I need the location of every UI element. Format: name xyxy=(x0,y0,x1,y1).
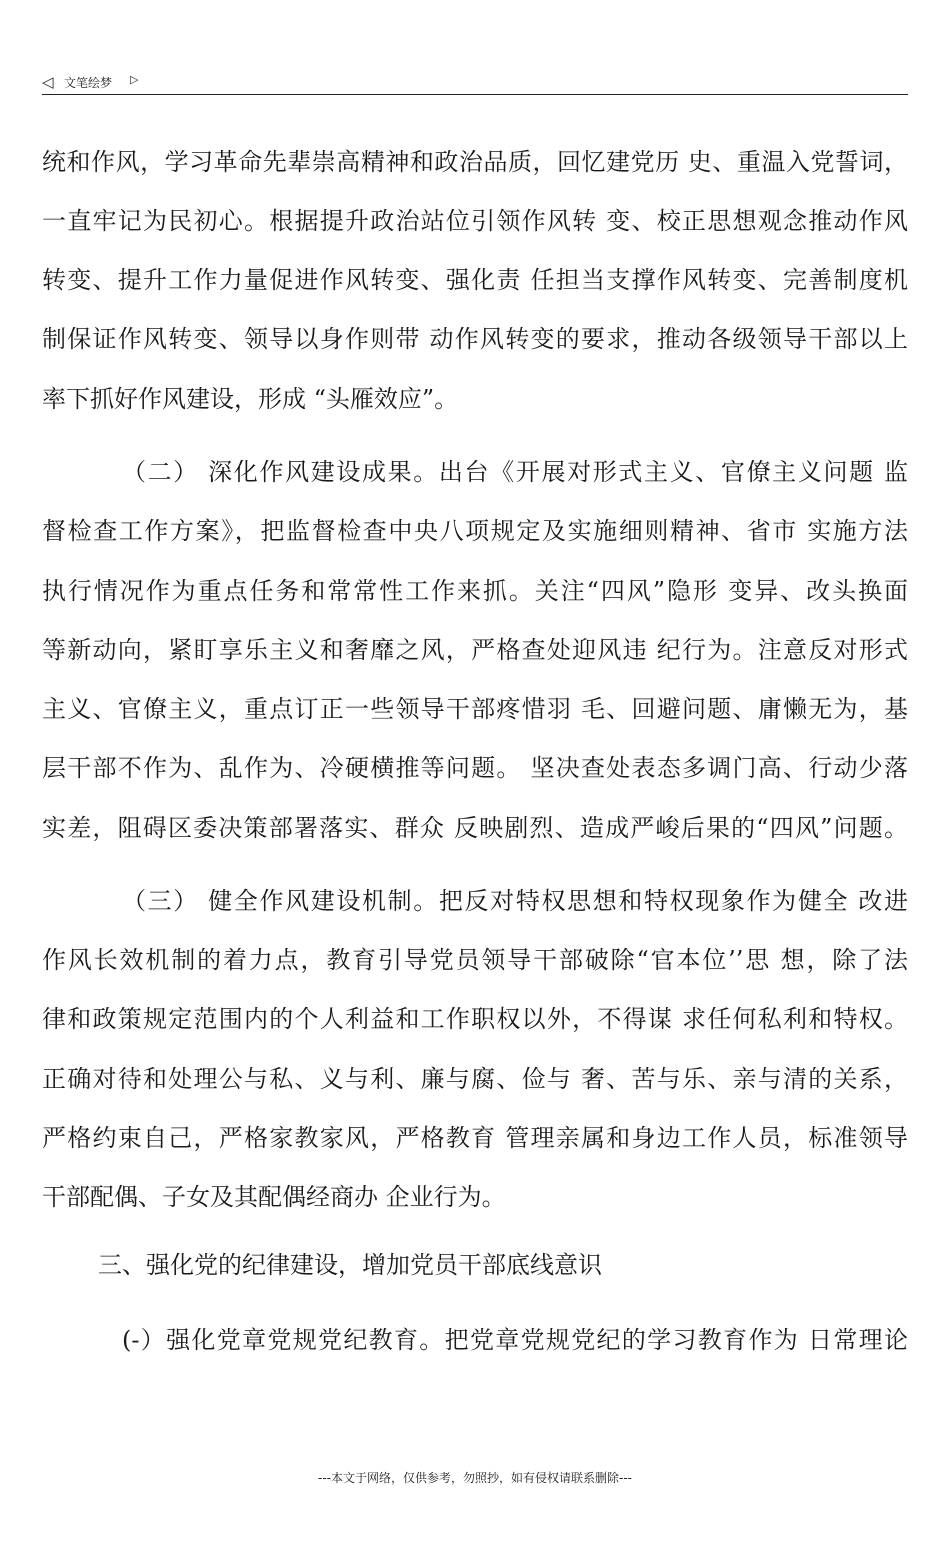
triangle-right-icon: ▷ xyxy=(130,73,139,86)
body-line: 正确对待和处理公与私、义与利、廉与腐、俭与 奢、苦与乐、亲与清的关系， xyxy=(42,1065,908,1093)
body-line: 层干部不作为、乱作为、冷硬横推等问题。 坚决查处表态多调门高、行动少落 xyxy=(42,754,908,782)
body-line: 率下抓好作风建设，形成 “头雁效应”。 xyxy=(42,385,459,413)
body-line: 等新动向，紧盯享乐主义和奢靡之风，严格查处迎风违 纪行为。注意反对形式 xyxy=(42,636,908,664)
page-header xyxy=(42,72,908,95)
body-line: 律和政策规定范围内的个人利益和工作职权以外，不得谋 求任何私利和特权。 xyxy=(42,1005,908,1033)
page-footer: ---本文于网络，仅供参考，勿照抄，如有侵权请联系删除--- xyxy=(318,1471,632,1485)
body-line: （二） 深化作风建设成果。出台《开展对形式主义、官僚主义问题 监 xyxy=(122,458,908,486)
body-line: 转变、提升工作力量促进作风转变、强化责 任担当支撑作风转变、完善制度机 xyxy=(42,266,908,294)
section-heading: 三、强化党的纪律建设，增加党员干部底线意识 xyxy=(98,1251,602,1279)
body-line: 干部配偶、子女及其配偶经商办 企业行为。 xyxy=(42,1183,506,1211)
body-line: 主义、官僚主义，重点订正一些领导干部疼惜羽 毛、回避问题、庸懒无为，基 xyxy=(42,695,908,723)
body-line: 一直牢记为民初心。根据提升政治站位引领作风转 变、校正思想观念推动作风 xyxy=(42,207,908,235)
body-line: 督检查工作方案》，把监督检查中央八项规定及实施细则精神、省市 实施方法 xyxy=(42,517,908,545)
body-line: （三） 健全作风建设机制。把反对特权思想和特权现象作为健全 改进 xyxy=(122,887,908,915)
body-line: 严格约束自己，严格家教家风，严格教育 管理亲属和身边工作人员，标准领导 xyxy=(42,1124,908,1152)
body-line: 作风长效机制的着力点，教育引导党员领导干部破除“官本位’’思 想，除了法 xyxy=(42,946,908,974)
header-brand: 文笔绘梦 xyxy=(64,76,113,90)
body-line: 制保证作风转变、领导以身作则带 动作风转变的要求，推动各级领导干部以上 xyxy=(42,325,908,353)
body-line: 执行情况作为重点任务和常常性工作来抓。关注“四风”隐形 变异、改头换面 xyxy=(42,577,908,605)
body-line: 实差，阻碍区委决策部署落实、群众 反映剧烈、造成严峻后果的“四风”问题。 xyxy=(42,814,908,842)
body-line: 统和作风，学习革命先辈崇高精神和政治品质，回忆建党历 史、重温入党誓词， xyxy=(42,148,908,176)
body-line: (-）强化党章党规党纪教育。把党章党规党纪的学习教育作为 日常理论 xyxy=(122,1326,908,1354)
triangle-left-icon: ◁ xyxy=(42,73,54,91)
